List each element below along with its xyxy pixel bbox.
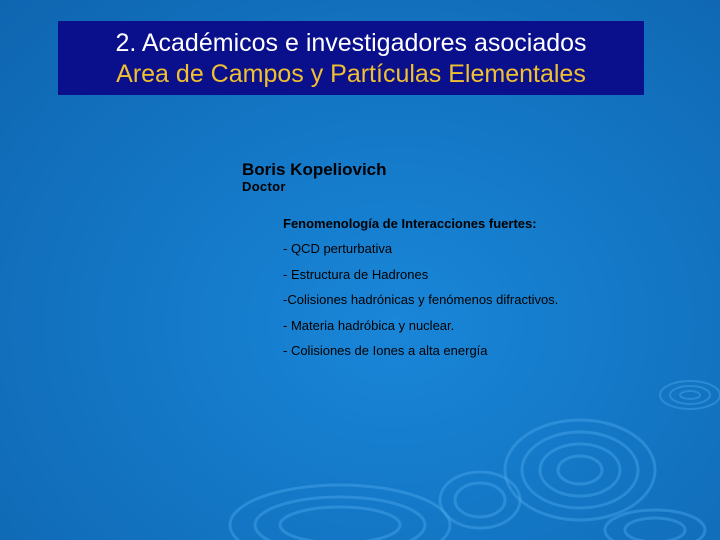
research-item: - Materia hadróbica y nuclear. [283,318,455,333]
research-item: - Colisiones de Iones a alta energía [283,343,488,358]
page-subtitle: Area de Campos y Partículas Elementales [116,60,586,88]
research-item: -Colisiones hadrónicas y fenómenos difractivos. [283,292,559,307]
person-name: Boris Kopeliovich [242,160,387,179]
research-item: - QCD perturbativa [283,241,393,256]
person-degree: Doctor [242,179,286,194]
research-item: - Estructura de Hadrones [283,267,429,282]
research-heading: Fenomenología de Interacciones fuertes: [283,216,537,231]
page-title: 2. Académicos e investigadores asociados [115,29,587,57]
title-banner [58,21,644,95]
